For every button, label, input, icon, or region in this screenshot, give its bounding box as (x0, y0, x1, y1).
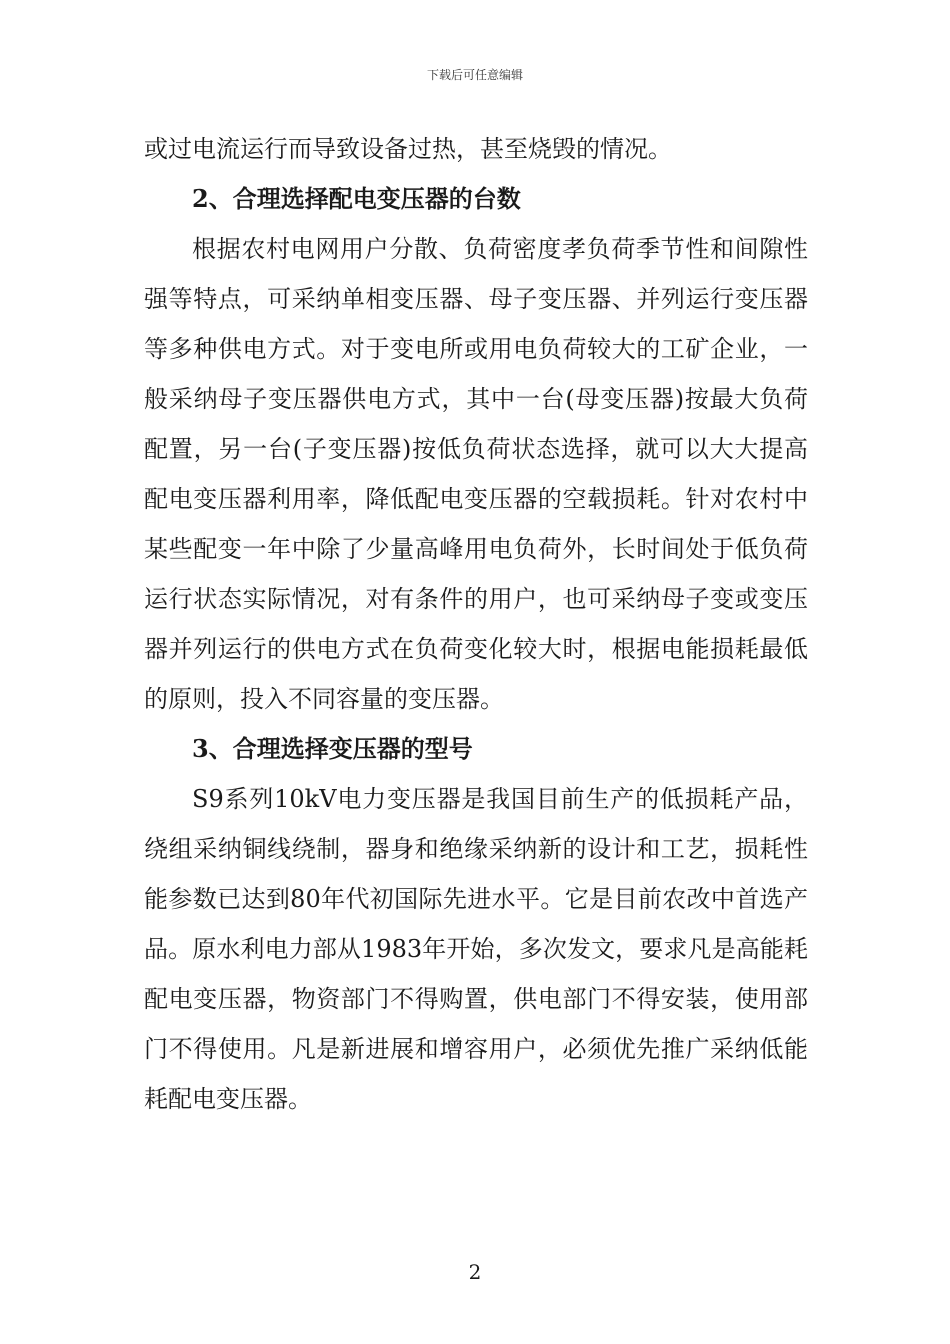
paragraph-transformer-model: S9系列10kV电力变压器是我国目前生产的低损耗产品，绕组采纳铜线绕制，器身和绝缘采纳新的设计和工艺，损耗性能参数已达到80年代初国际先进水平。它是目前农改中首选产品。原水利电力部从1983年开始，多次发文，要求凡是高能耗配电变压器，物资部门不得购置，供电部门不得安装，使用部门不得使用。凡是新进展和增容用户，必须优先推广采纳低能耗配电变压器。 (144, 785, 808, 1113)
header-note: 下载后可任意编辑 (426, 68, 523, 82)
document-body (144, 124, 808, 1124)
section-heading-3: 3、合理选择变压器的型号 (192, 734, 473, 763)
paragraph-transformer-count: 根据农村电网用户分散、负荷密度孝负荷季节性和间隙性强等特点，可采纳单相变压器、母子变压器、并列运行变压器等多种供电方式。对于变电所或用电负荷较大的工矿企业，一般采纳母子变压器供电方式，其中一台(母变压器)按最大负荷配置，另一台(子变压器)按低负荷状态选择，就可以大大提高配电变压器利用率，降低配电变压器的空载损耗。针对农村中某些配变一年中除了少量高峰用电负荷外，长时间处于低负荷运行状态实际情况，对有条件的用户，也可采纳母子变或变压器并列运行的供电方式在负荷变化较大时，根据电能损耗最低的原则，投入不同容量的变压器。 (144, 235, 808, 713)
section-heading-2: 2、合理选择配电变压器的台数 (192, 184, 521, 213)
page-number: 2 (468, 1260, 482, 1284)
paragraph-continuation: 或过电流运行而导致设备过热，甚至烧毁的情况。 (144, 135, 672, 163)
